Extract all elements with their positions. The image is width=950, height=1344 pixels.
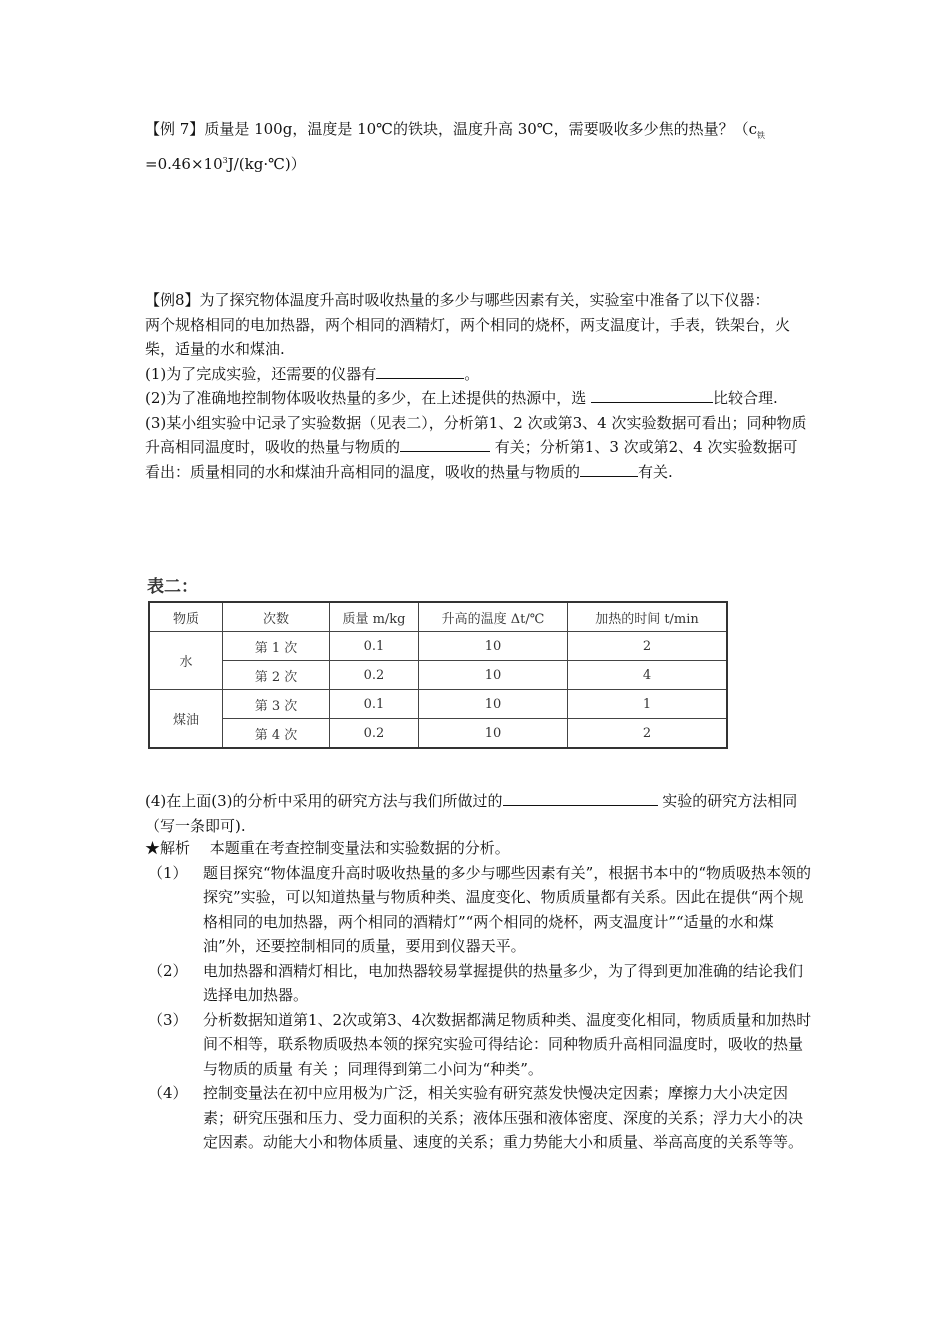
header-cell: 物质 bbox=[149, 602, 223, 632]
equipment-list: 两个规格相同的电加热器，两个相同的酒精灯，两个相同的烧杯，两支温度计，手表，铁架台，火柴，适量的水和煤油. bbox=[145, 315, 791, 358]
cell: 0.2 bbox=[330, 661, 419, 690]
example-7 bbox=[145, 117, 810, 176]
answer-blank[interactable] bbox=[503, 791, 658, 806]
cell: 0.1 bbox=[330, 632, 419, 661]
header-cell: 加热的时间 t/min bbox=[568, 602, 728, 632]
q3-end: 有关. bbox=[638, 462, 673, 481]
question-4 bbox=[145, 789, 810, 838]
item-number: （1） bbox=[148, 863, 188, 882]
q2-text: (2)为了准确地控制物体吸收热量的多少，在上述提供的热源中，选 bbox=[145, 389, 592, 407]
q1-end: 。 bbox=[464, 364, 480, 383]
analysis-item bbox=[145, 861, 815, 959]
example-label: 【例 7】 bbox=[145, 120, 205, 138]
question-2 bbox=[145, 386, 810, 411]
table-row bbox=[149, 719, 727, 749]
cell: 第 1 次 bbox=[223, 632, 330, 661]
item-number: （2） bbox=[148, 961, 188, 980]
header-cell: 升高的温度 Δt/℃ bbox=[419, 602, 568, 632]
question-text: 质量是 100g，温度是 10℃的铁块，温度升高 30℃，需要吸收多少焦的热量？（c bbox=[204, 120, 757, 138]
cell: 2 bbox=[568, 632, 728, 661]
cell: 第 3 次 bbox=[223, 690, 330, 719]
item-text: 电加热器和酒精灯相比，电加热器较易掌握提供的热量多少，为了得到更加准确的结论我们选择电加热器。 bbox=[203, 961, 804, 1004]
subscript: 铁 bbox=[757, 131, 765, 140]
analysis-item bbox=[145, 1008, 815, 1082]
formula-unit: J/(kg·℃)） bbox=[227, 154, 306, 173]
analysis-item bbox=[145, 959, 815, 1008]
answer-blank[interactable] bbox=[580, 462, 638, 477]
table-row bbox=[149, 690, 727, 719]
table-row bbox=[149, 661, 727, 690]
cell: 第 4 次 bbox=[223, 719, 330, 749]
question-1 bbox=[145, 362, 810, 387]
cell: 10 bbox=[419, 661, 568, 690]
q4-end: 实验的研究方法相同（写一条即可). bbox=[145, 792, 798, 835]
question-3 bbox=[145, 411, 810, 485]
formula: =0.46×10 bbox=[145, 154, 223, 173]
item-text: 分析数据知道第1、2次或第3、4次数据都满足物质种类、温度变化相同，物质质量和加热时间不相等，联系物质吸热本领的探究实验可得结论：同种物质升高相同温度时，吸收的热量与物质的质量 有关 ；同理得到第二小问为“种类”。 bbox=[203, 1010, 812, 1078]
cell: 10 bbox=[419, 632, 568, 661]
item-number: （3） bbox=[148, 1010, 188, 1029]
table-row bbox=[149, 632, 727, 661]
cell: 1 bbox=[568, 690, 728, 719]
analysis-item bbox=[145, 1081, 815, 1155]
table-title: 表二： bbox=[147, 577, 198, 597]
data-table bbox=[148, 601, 728, 749]
substance-cell: 煤油 bbox=[149, 690, 223, 749]
header-cell: 质量 m/kg bbox=[330, 602, 419, 632]
table-header bbox=[149, 602, 727, 632]
analysis-section bbox=[145, 836, 815, 1155]
cell: 10 bbox=[419, 690, 568, 719]
cell: 2 bbox=[568, 719, 728, 749]
item-text: 题目探究“物体温度升高时吸收热量的多少与哪些因素有关”，根据书本中的“物质吸热本领的探究”实验，可以知道热量与物质种类、温度变化、物质质量都有关系。因此在提供“两个规格相同的电加热器，两个相同的酒精灯”“两个相同的烧杯，两支温度计”“适量的水和煤油”外，还要控制相同的质量，要用到仪器天平。 bbox=[203, 863, 812, 955]
q4-text: (4)在上面(3)的分析中采用的研究方法与我们所做过的 bbox=[145, 792, 503, 810]
example-8 bbox=[145, 288, 810, 484]
question-intro: 【例8】为了探究物体温度升高时吸收热量的多少与哪些因素有关，实验室中准备了以下仪器： bbox=[145, 291, 770, 309]
answer-blank[interactable] bbox=[591, 388, 713, 403]
header-cell: 次数 bbox=[223, 602, 330, 632]
cell: 10 bbox=[419, 719, 568, 749]
q3-text-2: 有关；分析第1、3 次或第2、4 次实验数据可看出：质量相同的水和煤油升高相同的温度，吸收的热量与物质的 bbox=[145, 438, 798, 481]
answer-blank[interactable] bbox=[376, 364, 464, 379]
analysis-title: ★解析 本题重在考查控制变量法和实验数据的分析。 bbox=[145, 839, 510, 857]
q3-text: (3)某小组实验中记录了实验数据（见表二），分析第1、2 次或第3、4 次实验数据可看出；同种物质升高相同温度时，吸收的热量与物质的 bbox=[145, 413, 807, 456]
cell: 第 2 次 bbox=[223, 661, 330, 690]
q1-text: (1)为了完成实验，还需要的仪器有 bbox=[145, 364, 377, 383]
cell: 0.2 bbox=[330, 719, 419, 749]
cell: 0.1 bbox=[330, 690, 419, 719]
item-text: 控制变量法在初中应用极为广泛，相关实验有研究蒸发快慢决定因素；摩擦力大小决定因素；研究压强和压力、受力面积的关系；液体压强和液体密度、深度的关系；浮力大小的决定因素。动能大小和物体质量、速度的关系；重力势能大小和质量、举高高度的关系等等。 bbox=[203, 1084, 804, 1151]
q2-end: 比较合理. bbox=[713, 389, 778, 407]
exponent: 3 bbox=[222, 155, 228, 165]
substance-cell: 水 bbox=[149, 632, 223, 690]
item-number: （4） bbox=[148, 1084, 188, 1102]
answer-blank[interactable] bbox=[400, 437, 490, 452]
cell: 4 bbox=[568, 661, 728, 690]
